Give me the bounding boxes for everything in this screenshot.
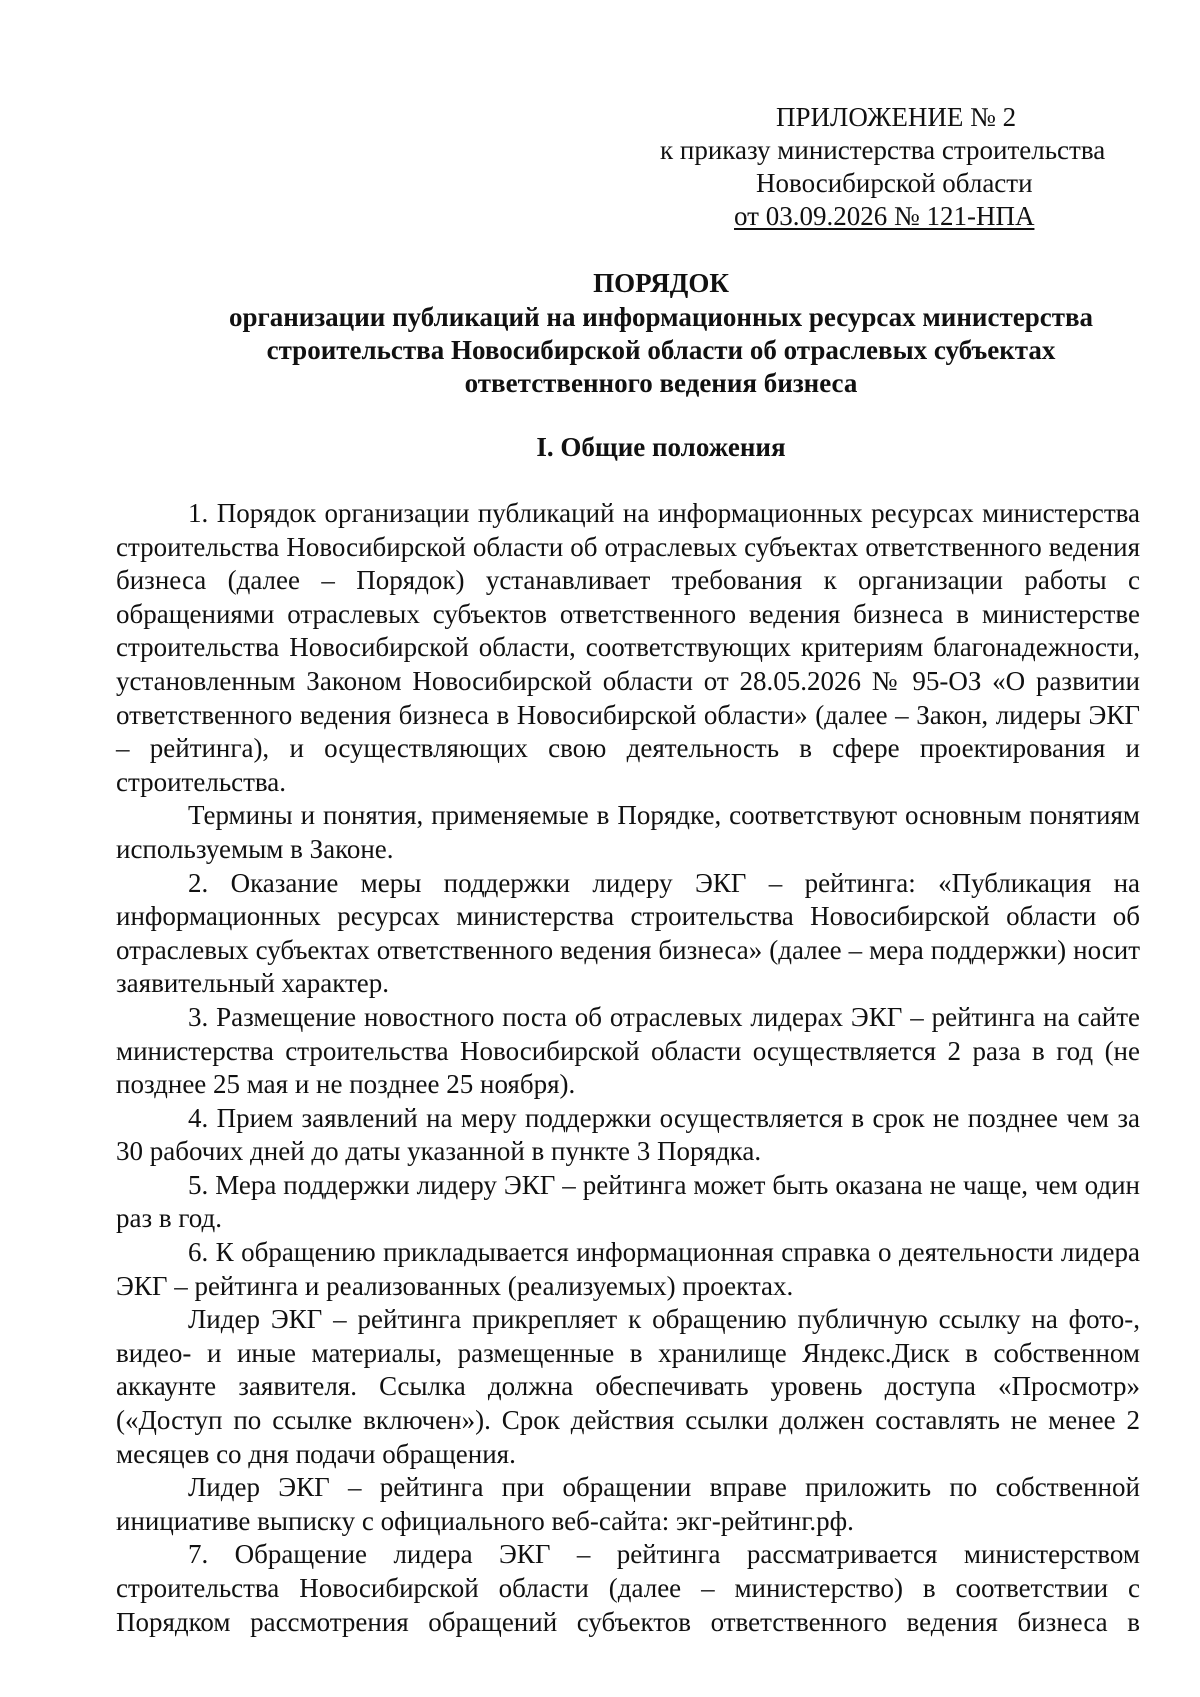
- title-sub-line-3: ответственного ведения бизнеса: [464, 368, 858, 398]
- paragraph-3: 3. Размещение новостного поста об отраслевых лидерах ЭКГ – рейтинга на сайте министерства строительства Новосибирской области осуществляется 2 раза в год (не позднее 25 мая и не позднее 25 ноября).: [116, 1001, 1140, 1100]
- appendix-region: Новосибирской области: [756, 168, 1033, 198]
- document-body: [116, 497, 1140, 1639]
- paragraph-6-link: Лидер ЭКГ – рейтинга прикрепляет к обращению публичную ссылку на фото-, видео- и иные материалы, размещенные в хранилище Яндекс.Диск в собственном аккаунте заявителя. Ссылка должна обеспечивать уровень доступа «Просмотр» («Доступ по ссылке включен»). Срок действия ссылки должен составлять не менее 2 месяцев со дня подачи обращения.: [116, 1304, 1140, 1469]
- paragraph-2: 2. Оказание меры поддержки лидеру ЭКГ – рейтинга: «Публикация на информационных ресурсах министерства строительства Новосибирской области об отраслевых субъектах ответственного ведения бизнеса» (далее – мера поддержки) носит заявительный характер.: [116, 867, 1140, 999]
- appendix-order-ref: к приказу министерства строительства: [660, 135, 1106, 165]
- title-sub-line-2: строительства Новосибирской области об отраслевых субъектах: [266, 335, 1056, 365]
- title-sub-line-1: организации публикаций на информационных ресурсах министерства: [228, 302, 1094, 332]
- paragraph-5: 5. Мера поддержки лидеру ЭКГ – рейтинга может быть оказана не чаще, чем один раз в год.: [116, 1169, 1140, 1234]
- appendix-date-number: от 03.09.2026 № 121-НПА: [734, 201, 1035, 231]
- appendix-number: ПРИЛОЖЕНИЕ № 2: [776, 102, 1017, 132]
- paragraph-6: 6. К обращению прикладывается информационная справка о деятельности лидера ЭКГ – рейтинга и реализованных (реализуемых) проектах.: [116, 1237, 1140, 1301]
- section-heading: I. Общие положения: [536, 432, 786, 462]
- document-title: [120, 267, 1200, 400]
- title-main: ПОРЯДОК: [593, 268, 729, 298]
- paragraph-1: 1. Порядок организации публикаций на информационных ресурсах министерства строительства Новосибирской области об отраслевых субъектах ответственного ведения бизнеса (далее – Порядок) устанавливает требования к организации работы с обращениями отраслевых субъектов ответственного ведения бизнеса в министерстве строительства Новосибирской области, соответствующих критериям благонадежности, установленным Законом Новосибирской области от 28.05.2026 № 95-ОЗ «О развитии ответственного ведения бизнеса в Новосибирской области» (далее – Закон, лидеры ЭКГ – рейтинга), и осуществляющих свою деятельность в сфере проектирования и строительства.: [116, 498, 1140, 797]
- paragraph-6-extract: Лидер ЭКГ – рейтинга при обращении вправе приложить по собственной инициативе выписку с официального веб-сайта: экг-рейтинг.рф.: [116, 1472, 1140, 1536]
- paragraph-terms: Термины и понятия, применяемые в Порядке, соответствуют основным понятиям используемым в Законе.: [116, 800, 1140, 864]
- paragraph-4: 4. Прием заявлений на меру поддержки осуществляется в срок не позднее чем за 30 рабочих дней до даты указанной в пункте 3 Порядка.: [116, 1102, 1140, 1167]
- paragraph-7: 7. Обращение лидера ЭКГ – рейтинга рассматривается министерством строительства Новосибирской области (далее – министерство) в соответствии с Порядком рассмотрения обращений субъектов ответственного ведения бизнеса в: [116, 1539, 1140, 1637]
- appendix-header: [660, 101, 1140, 233]
